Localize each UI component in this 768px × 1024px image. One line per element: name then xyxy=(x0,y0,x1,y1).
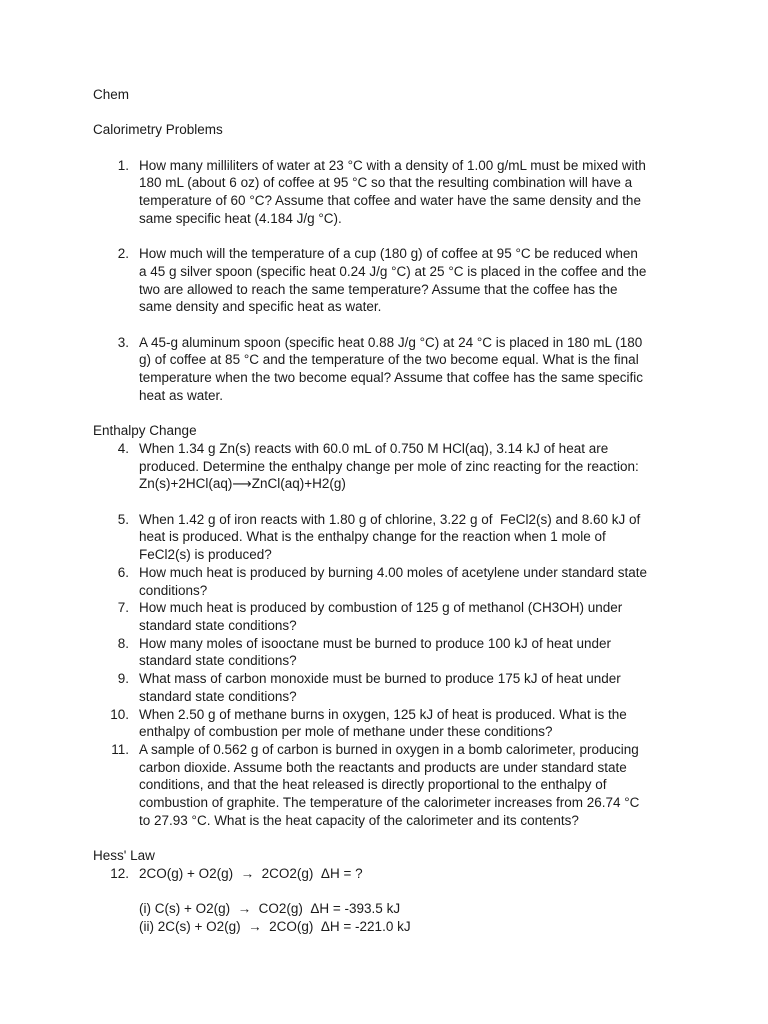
problem-number: 11. xyxy=(111,741,129,757)
problem-text: temperature when the two become equal? Assume that coffee has the same specific xyxy=(139,370,644,386)
section-title-calorimetry: Calorimetry Problems xyxy=(93,122,223,138)
section-title-enthalpy: Enthalpy Change xyxy=(93,423,197,439)
problem-7 xyxy=(93,599,683,634)
problem-text: heat is produced. What is the enthalpy change for the reaction when 1 mole of xyxy=(139,529,606,545)
problem-text: How much heat is produced by burning 4.00 moles of acetylene under standard state xyxy=(139,564,648,580)
problem-number: 12. xyxy=(110,865,129,881)
problem-number: 4. xyxy=(117,440,129,456)
problem-text: same density and specific heat as water. xyxy=(139,299,382,315)
problem-number: 8. xyxy=(117,635,129,651)
problem-text: carbon dioxide. Assume both the reactants and products are under standard state xyxy=(139,759,627,775)
section-title-hess: Hess' Law xyxy=(93,848,155,864)
problem-3 xyxy=(93,334,683,405)
problem-11 xyxy=(93,741,683,830)
hess-step-2: (ii) 2C(s) + O2(g) → 2CO(g) ΔH = -221.0 kJ xyxy=(139,918,411,934)
problem-text: How much will the temperature of a cup (180 g) of coffee at 95 °C be reduced when xyxy=(139,246,638,262)
problem-4 xyxy=(93,440,683,493)
problem-9 xyxy=(93,670,683,705)
problem-text: combustion of graphite. The temperature of the calorimeter increases from 26.74 °C xyxy=(139,795,640,811)
problem-10 xyxy=(93,706,683,741)
problem-text: heat as water. xyxy=(139,387,224,403)
hess-step-1: (i) C(s) + O2(g) → CO2(g) ΔH = -393.5 kJ xyxy=(139,901,401,917)
problem-text: How much heat is produced by combustion of 125 g of methanol (CH3OH) under xyxy=(139,600,623,616)
problem-number: 7. xyxy=(117,600,129,616)
problem-text: A sample of 0.562 g of carbon is burned in oxygen in a bomb calorimeter, producing xyxy=(139,741,639,757)
problem-number: 10. xyxy=(110,706,129,722)
problem-text: standard state conditions? xyxy=(139,653,297,669)
problem-text: When 1.34 g Zn(s) reacts with 60.0 mL of 0.750 M HCl(aq), 3.14 kJ of heat are xyxy=(139,440,609,456)
document-page xyxy=(93,86,683,936)
problem-text: to 27.93 °C. What is the heat capacity of the calorimeter and its contents? xyxy=(139,812,579,828)
problem-number: 1. xyxy=(117,157,129,173)
problem-1 xyxy=(93,157,683,228)
problem-text: standard state conditions? xyxy=(139,618,297,633)
problem-text: 2CO(g) + O2(g) → 2CO2(g) ΔH = ? xyxy=(139,865,363,881)
problem-number: 5. xyxy=(117,511,129,527)
problem-text: How many moles of isooctane must be burned to produce 100 kJ of heat under xyxy=(139,635,612,651)
problem-text: When 2.50 g of methane burns in oxygen, 125 kJ of heat is produced. What is the xyxy=(139,706,627,722)
problem-text: same specific heat (4.184 J/g °C). xyxy=(139,210,342,226)
subject-heading: Chem xyxy=(93,87,130,102)
problem-text: How many milliliters of water at 23 °C with a density of 1.00 g/mL must be mixed with xyxy=(139,157,646,173)
problem-12 xyxy=(93,865,683,883)
problem-number: 3. xyxy=(117,334,129,350)
problem-8 xyxy=(93,635,683,670)
problem-text: temperature of 60 °C? Assume that coffee and water have the same density and the xyxy=(139,193,641,209)
problem-text: What mass of carbon monoxide must be burned to produce 175 kJ of heat under xyxy=(139,671,621,687)
problem-text: FeCl2(s) is produced? xyxy=(139,547,272,563)
problem-text: a 45 g silver spoon (specific heat 0.24 J/g °C) at 25 °C is placed in the coffee and the xyxy=(139,263,647,279)
problem-text: Zn(s)+2HCl(aq)⟶ZnCl(aq)+H2(g) xyxy=(139,476,346,492)
problem-text: A 45-g aluminum spoon (specific heat 0.88 J/g °C) at 24 °C is placed in 180 mL (180 xyxy=(139,334,643,350)
problem-6 xyxy=(93,564,683,599)
problem-2 xyxy=(93,245,683,316)
problem-number: 9. xyxy=(117,671,129,687)
problem-text: g) of coffee at 85 °C and the temperature of the two become equal. What is the final xyxy=(139,352,639,368)
problem-text: 180 mL (about 6 oz) of coffee at 95 °C so that the resulting combination will have a xyxy=(139,175,633,191)
problem-text: enthalpy of combustion per mole of methane under these conditions? xyxy=(139,724,553,740)
problem-number: 6. xyxy=(117,564,129,580)
problem-number: 2. xyxy=(117,246,129,262)
problem-text: standard state conditions? xyxy=(139,688,297,704)
problem-text: When 1.42 g of iron reacts with 1.80 g of chlorine, 3.22 g of FeCl2(s) and 8.60 kJ of xyxy=(139,511,641,527)
problem-5 xyxy=(93,511,683,564)
problem-text: two are allowed to reach the same temperature? Assume that the coffee has the xyxy=(139,281,618,297)
problem-text: conditions, and that the heat released is directly proportional to the enthalpy of xyxy=(139,777,607,793)
problem-text: conditions? xyxy=(139,582,208,598)
problem-text: produced. Determine the enthalpy change per mole of zinc reacting for the reaction: xyxy=(139,458,639,474)
